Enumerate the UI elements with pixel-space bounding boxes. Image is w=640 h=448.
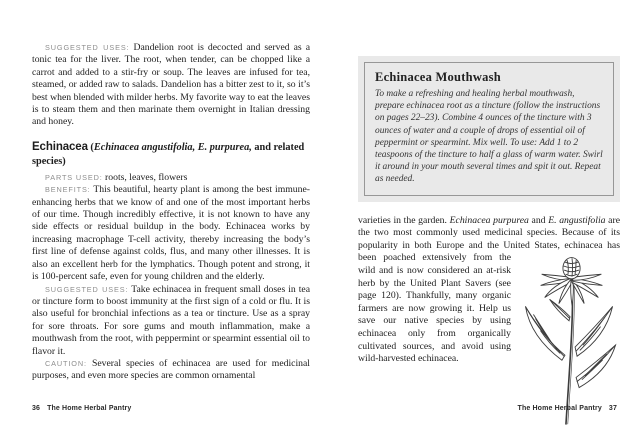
- entry-name-echinacea: Echinacea: [32, 140, 88, 153]
- suggested-uses-label-2: SUGGESTED USES:: [45, 284, 129, 294]
- caution-paragraph: [32, 358, 310, 383]
- body-seg-3: are the two most commonly used medicinal species. Because of its popularity in both Europe and the United States, echinacea has been poached extensively from: [358, 214, 620, 264]
- left-page: [32, 42, 310, 383]
- body-seg-2: and: [528, 214, 549, 226]
- right-page: [358, 56, 620, 426]
- left-page-footer: [32, 405, 131, 412]
- left-footer-book-title: The Home Herbal Pantry: [47, 405, 132, 412]
- body-seg-4: the wild and is now considered an at-risk herb by the United Plant Savers (see page 120). Thankfully, many organic farmers are now growing it. Help us save our native species by using echinacea only from organically cultivated sources, and avoid using wild-harvested echinacea.: [358, 252, 511, 365]
- benefits-text: This beautiful, hearty plant is among the best immune-enhancing herbs that we know of and one of the most important herbs of our time. Though incredibly effective, it is not known to have any side effects or residual buildup in the body. Echinacea works by increasing macrophage T-cell activity, thereby increasing the body’s first line of defense against colds, flus, and many other illnesses. It is also an excellent herb for the lymphatics. Though potent and strong, it is 100-percent safe, even for young children and the elderly.: [32, 184, 310, 283]
- echinacea-entry-heading: [32, 140, 310, 169]
- left-page-number: 36: [32, 405, 41, 412]
- benefits-label: BENEFITS:: [45, 185, 91, 195]
- recipe-instructions: To make a refreshing and healing herbal mouthwash, prepare echinacea root as a tincture (follow the instructions on pages 22–23). Combine 4 ounces of the tincture with 3 ounces of water and a couple of drops of essential oil of peppermint or spearmint. Mix well. To use: Add 1 to 2 teaspoons of the tincture to half a glass of warm water. Swirl it around in your mouth several times and spit it out. Repeat as needed.: [375, 89, 603, 185]
- caution-label: CAUTION:: [45, 358, 87, 368]
- right-footer-book-title: The Home Herbal Pantry: [517, 405, 602, 412]
- echinacea-suggested-uses-paragraph: [32, 284, 310, 358]
- parts-used-text: roots, leaves, flowers: [102, 171, 188, 183]
- suggested-uses-label: SUGGESTED USES:: [45, 43, 130, 52]
- echinacea-suggested-uses-text: Take echinacea in frequent small doses in tea or tincture form to boost immunity at the first sign of a cold or flu. It is also useful for bronchial infections as a tea or tincture. Use as a spray for sore throats. For sore gums and mouth inflammation, make a mouthwash from the root, with peppermint or spearmint essential oil to flavor it.: [32, 283, 310, 357]
- heading-related-species: and related species): [32, 141, 305, 167]
- dandelion-suggested-uses-paragraph: [32, 42, 310, 129]
- benefits-paragraph: [32, 184, 310, 283]
- parts-used-label: PARTS USED:: [45, 172, 103, 182]
- parts-used-paragraph: [32, 172, 310, 184]
- echinacea-plant-illustration: [518, 254, 620, 426]
- recipe-title: Echinacea Mouthwash: [375, 70, 501, 84]
- latin-angustifolia: E. angustifolia: [548, 214, 606, 226]
- right-page-number: 37: [608, 405, 617, 412]
- latin-purpurea: Echinacea purpurea: [449, 214, 529, 226]
- heading-latin-names: Echinacea angustifolia, E. purpurea,: [93, 141, 252, 153]
- dandelion-suggested-uses-text: Dandelion root is decocted and served as a tonic tea for the liver. The root, when tender, can be chopped like a carrot and added to a stir-fry or soup. The leaves are infused for tea, steamed, or added raw to salads. Dandelion has a bitter zest to it, so it’s best when blended with milder herbs. My favorite way to eat the leaves is to steam them and then marinate them overnight in Italian dressing and honey.: [32, 42, 310, 128]
- recipe-sidebar-box: [358, 56, 620, 202]
- caution-text: Several species of echinacea are used for medicinal purposes, and even more species are common ornamental: [32, 357, 310, 382]
- recipe-box-inner-border: [364, 62, 614, 196]
- body-seg-1: varieties in the garden.: [358, 214, 450, 226]
- right-page-footer: [518, 405, 617, 412]
- echinacea-conservation-paragraph: [358, 215, 620, 366]
- heading-paren: (: [87, 141, 94, 153]
